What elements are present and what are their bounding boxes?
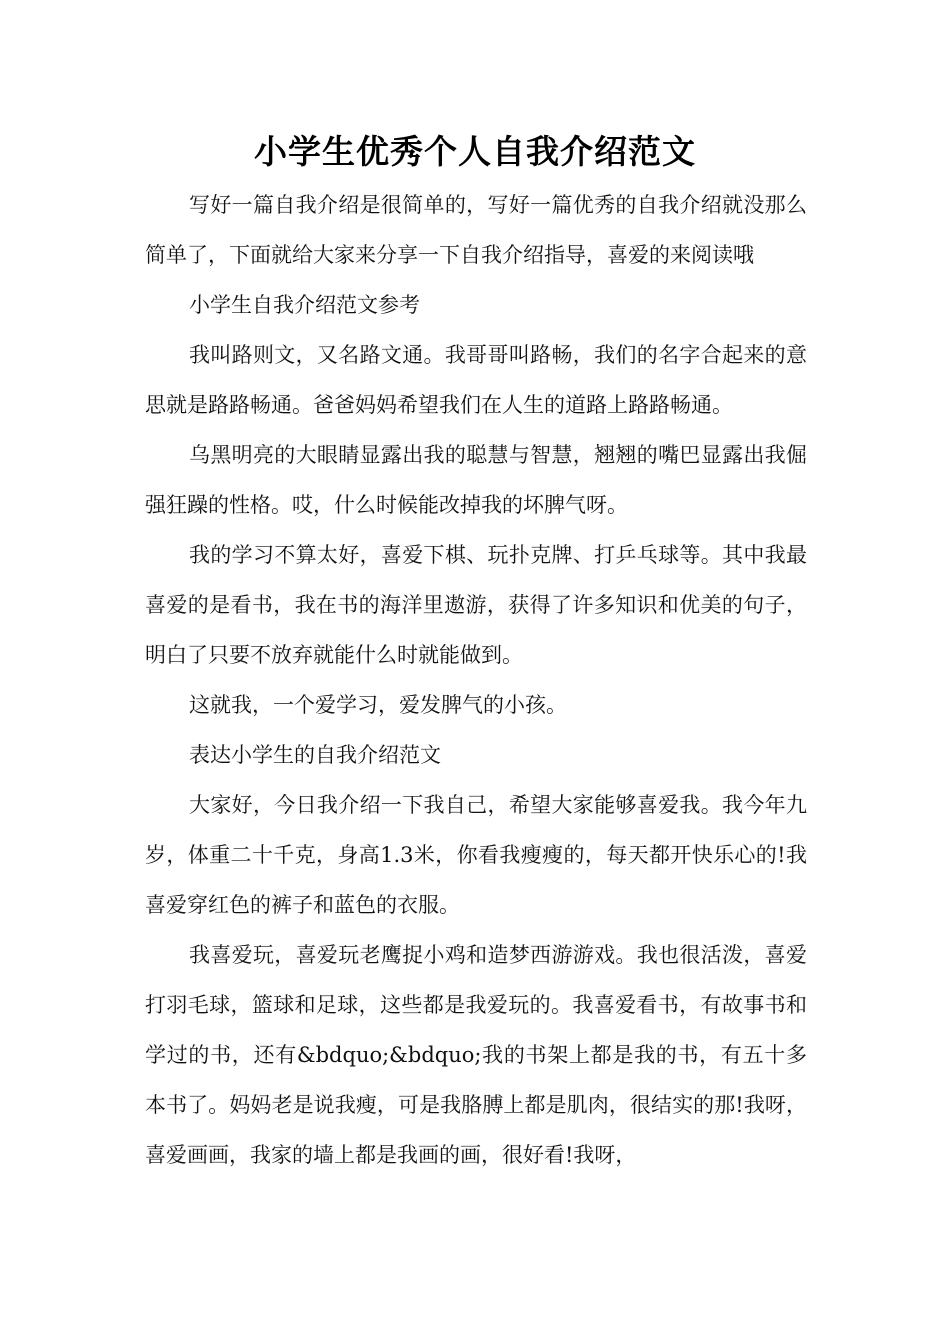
section-heading-express: 表达小学生的自我介绍范文: [189, 743, 441, 767]
paragraph-appearance: 乌黑明亮的大眼睛显露出我的聪慧与智慧，翘翘的嘴巴显露出我倔强狂躁的性格。哎，什么时候能改掉我的坏脾气呀。: [145, 443, 807, 517]
paragraph-play: 我喜爱玩，喜爱玩老鹰捉小鸡和造梦西游游戏。我也很活泼，喜爱打羽毛球，篮球和足球，这些都是我爱玩的。我喜爱看书，有故事书和学过的书，还有&bdquo;&bdquo;我的书架上都是我的书，有五十多本书了。妈妈老是说我瘦，可是我胳膊上都是肌肉，很结实的那!我呀，喜爱画画，我家的墙上都是我画的画，很好看!我呀，: [145, 943, 807, 1167]
document-body: [145, 180, 807, 1180]
paragraph-hobbies: 我的学习不算太好，喜爱下棋、玩扑克牌、打乒乓球等。其中我最喜爱的是看书，我在书的海洋里遨游，获得了许多知识和优美的句子，明白了只要不放弃就能什么时就能做到。: [145, 543, 807, 667]
paragraph-name: 我叫路则文，又名路文通。我哥哥叫路畅，我们的名字合起来的意思就是路路畅通。爸爸妈妈希望我们在人生的道路上路路畅通。: [145, 343, 807, 417]
paragraph-summary: 这就我，一个爱学习，爱发脾气的小孩。: [189, 693, 567, 717]
paragraph-greeting: 大家好，今日我介绍一下我自己，希望大家能够喜爱我。我今年九岁，体重二十千克，身高1.3米，你看我瘦瘦的，每天都开快乐心的!我喜爱穿红色的裤子和蓝色的衣服。: [145, 793, 807, 917]
section-heading-reference: 小学生自我介绍范文参考: [189, 293, 420, 317]
paragraph-intro: 写好一篇自我介绍是很简单的，写好一篇优秀的自我介绍就没那么简单了，下面就给大家来分享一下自我介绍指导，喜爱的来阅读哦: [145, 193, 807, 267]
document-title: 小学生优秀个人自我介绍范文: [254, 132, 696, 171]
